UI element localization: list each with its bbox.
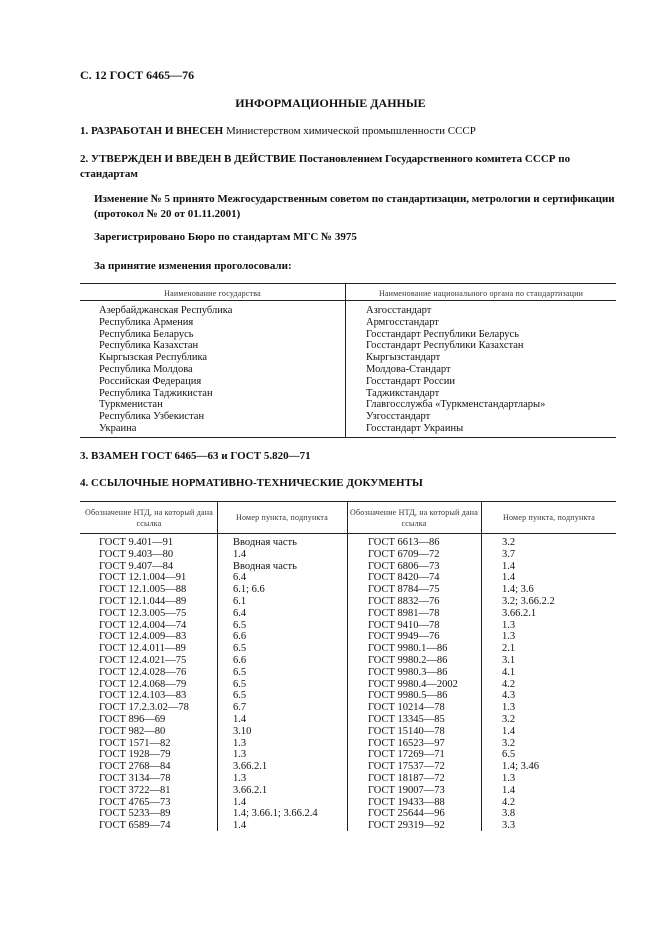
ref-clause-cell: 3.66.2.1 bbox=[233, 761, 268, 773]
vote-body-cell: Таджикстандарт bbox=[366, 387, 440, 399]
voted-note: За принятие изменения проголосовали: bbox=[94, 260, 292, 272]
ref-doc-cell: ГОСТ 12.4.103—83 bbox=[99, 690, 187, 702]
ref-clause-cell: 1.3 bbox=[502, 619, 516, 631]
ref-clause-cell: 1.4; 3.66.1; 3.66.2.4 bbox=[233, 808, 318, 820]
ref-clause-cell: 3.10 bbox=[233, 725, 252, 737]
item-developed bbox=[80, 124, 620, 139]
item-lead: УТВЕРЖДЕН И ВВЕДЕН В ДЕЙСТВИЕ bbox=[91, 153, 297, 165]
ref-clause-cell: 1.3 bbox=[502, 702, 516, 714]
vote-state-cell: Азербайджанская Республика bbox=[99, 305, 233, 316]
vote-body-cell: Молдова-Стандарт bbox=[366, 363, 451, 375]
ref-clause-cell: 6.1 bbox=[233, 595, 247, 607]
ref-doc-cell: ГОСТ 12.4.068—79 bbox=[99, 678, 187, 690]
ref-doc-cell: ГОСТ 9980.4—2002 bbox=[368, 678, 458, 690]
item-number: 4. bbox=[80, 477, 89, 489]
ref-docs-right-column bbox=[368, 537, 458, 832]
vote-state-cell: Украина bbox=[99, 422, 137, 434]
vote-body-cell: Армгосстандарт bbox=[366, 316, 439, 328]
ref-doc-cell: ГОСТ 6806—73 bbox=[368, 560, 440, 572]
ref-clause-cell: 1.3 bbox=[502, 631, 516, 643]
item-text: Постановлением Государственного комитета СССР по стандартам bbox=[80, 153, 571, 180]
vote-bodies-column bbox=[366, 305, 545, 435]
ref-clause-cell: 1.4 bbox=[233, 820, 247, 832]
ref-docs-left-column bbox=[99, 537, 189, 832]
ref-clause-cell: 4.2 bbox=[502, 678, 516, 690]
ref-clause-cell: 6.1; 6.6 bbox=[233, 584, 265, 596]
ref-clause-cell: Вводная часть bbox=[233, 560, 297, 572]
item-lead: ВЗАМЕН ГОСТ 6465—63 и ГОСТ 5.820—71 bbox=[91, 450, 311, 462]
ref-clause-cell: 6.4 bbox=[233, 607, 247, 619]
ref-clause-cell: 3.66.2.1 bbox=[233, 784, 268, 796]
page-title: ИНФОРМАЦИОННЫЕ ДАННЫЕ bbox=[235, 96, 426, 110]
vote-body-cell: Госстандарт России bbox=[366, 375, 455, 387]
ref-doc-cell: ГОСТ 9410—78 bbox=[368, 619, 440, 631]
vote-state-cell: Туркменистан bbox=[99, 399, 163, 411]
ref-doc-cell: ГОСТ 9.401—91 bbox=[99, 537, 174, 548]
registration-note: Зарегистрировано Бюро по стандартам МГС № 3975 bbox=[94, 231, 357, 243]
amendment-note: Изменение № 5 принято Межгосударственным советом по стандартизации, метрологии и сертификации (протокол № 20 от 01.11.2001) bbox=[94, 193, 615, 220]
ref-clause-cell: 6.4 bbox=[233, 572, 247, 584]
ref-clause-cell: 1.3 bbox=[233, 749, 247, 761]
table-divider bbox=[217, 501, 218, 831]
ref-clause-cell: 6.5 bbox=[233, 690, 247, 702]
vote-state-cell: Кыргызская Республика bbox=[99, 352, 208, 364]
vote-header-body: Наименование национального органа по стандартизации bbox=[378, 289, 584, 298]
ref-doc-cell: ГОСТ 16523—97 bbox=[368, 737, 445, 749]
ref-doc-cell: ГОСТ 17537—72 bbox=[368, 761, 445, 773]
ref-doc-cell: ГОСТ 12.1.044—89 bbox=[99, 595, 187, 607]
ref-clause-cell: 3.2; 3.66.2.2 bbox=[502, 595, 555, 607]
ref-doc-cell: ГОСТ 12.4.028—76 bbox=[99, 666, 187, 678]
item-number: 3. bbox=[80, 450, 89, 462]
ref-doc-cell: ГОСТ 8420—74 bbox=[368, 572, 440, 584]
table-rule-top bbox=[80, 283, 616, 284]
ref-header-clause-left: Номер пункта, подпункта bbox=[236, 513, 328, 522]
ref-clause-cell: 6.7 bbox=[233, 702, 247, 714]
ref-doc-cell: ГОСТ 9980.1—86 bbox=[368, 643, 448, 655]
ref-header-clause-right: Номер пункта, подпункта bbox=[503, 513, 595, 522]
ref-clause-cell: 1.4 bbox=[233, 548, 247, 560]
ref-doc-cell: ГОСТ 12.4.021—75 bbox=[99, 654, 187, 666]
table-divider bbox=[345, 283, 346, 437]
ref-clause-cell: 3.3 bbox=[502, 820, 516, 832]
ref-clause-cell: 6.5 bbox=[233, 666, 247, 678]
vote-state-cell: Республика Казахстан bbox=[99, 340, 199, 352]
ref-doc-cell: ГОСТ 4765—73 bbox=[99, 796, 171, 808]
ref-doc-cell: ГОСТ 1571—82 bbox=[99, 737, 171, 749]
item-text: Министерством химической промышленности СССР bbox=[225, 125, 476, 137]
ref-header-doc-right: Обозначение НТД, на который дана ссылка bbox=[350, 508, 478, 528]
ref-doc-cell: ГОСТ 8784—75 bbox=[368, 584, 440, 596]
ref-doc-cell: ГОСТ 12.3.005—75 bbox=[99, 607, 187, 619]
ref-doc-cell: ГОСТ 10214—78 bbox=[368, 702, 445, 714]
ref-header-doc-left: Обозначение НТД, на который дана ссылка bbox=[85, 508, 213, 528]
vote-state-cell: Республика Таджикистан bbox=[99, 387, 213, 399]
ref-clause-cell: 1.3 bbox=[502, 772, 516, 784]
ref-clause-cell: 6.6 bbox=[233, 631, 247, 643]
vote-body-cell: Госстандарт Украины bbox=[366, 422, 464, 434]
ref-clauses-left-column bbox=[233, 537, 318, 832]
ref-doc-cell: ГОСТ 982—80 bbox=[99, 725, 166, 737]
ref-clause-cell: 1.4; 3.46 bbox=[502, 761, 540, 773]
ref-clause-cell: 3.2 bbox=[502, 537, 516, 548]
ref-doc-cell: ГОСТ 12.1.004—91 bbox=[99, 572, 187, 584]
vote-header-state: Наименование государства bbox=[164, 289, 261, 298]
ref-clause-cell: 6.6 bbox=[233, 654, 247, 666]
ref-doc-cell: ГОСТ 13345—85 bbox=[368, 713, 445, 725]
ref-clause-cell: 1.4 bbox=[502, 572, 516, 584]
vote-body-cell: Кыргызстандарт bbox=[366, 352, 441, 364]
ref-doc-cell: ГОСТ 19433—88 bbox=[368, 796, 445, 808]
ref-clause-cell: 3.2 bbox=[502, 737, 516, 749]
vote-body-cell: Госстандарт Республики Беларусь bbox=[366, 328, 520, 340]
ref-clause-cell: 3.2 bbox=[502, 713, 516, 725]
ref-clause-cell: 1.3 bbox=[233, 737, 247, 749]
ref-doc-cell: ГОСТ 29319—92 bbox=[368, 820, 445, 832]
ref-doc-cell: ГОСТ 5233—89 bbox=[99, 808, 171, 820]
ref-doc-cell: ГОСТ 6709—72 bbox=[368, 548, 440, 560]
ref-clause-cell: 4.3 bbox=[502, 690, 516, 702]
table-rule-header bbox=[80, 300, 616, 301]
ref-doc-cell: ГОСТ 12.4.011—89 bbox=[99, 643, 186, 655]
vote-body-cell: Главгосслужба «Туркменстандартлары» bbox=[366, 399, 546, 411]
ref-clause-cell: 3.66.2.1 bbox=[502, 607, 537, 619]
item-lead: ССЫЛОЧНЫЕ НОРМАТИВНО-ТЕХНИЧЕСКИЕ ДОКУМЕНТЫ bbox=[91, 477, 423, 489]
ref-clause-cell: 2.1 bbox=[502, 643, 516, 655]
ref-doc-cell: ГОСТ 9949—76 bbox=[368, 631, 440, 643]
ref-doc-cell: ГОСТ 6613—86 bbox=[368, 537, 440, 548]
item-number: 1. bbox=[80, 125, 89, 137]
ref-doc-cell: ГОСТ 2768—84 bbox=[99, 761, 171, 773]
ref-doc-cell: ГОСТ 8832—76 bbox=[368, 595, 440, 607]
item-references bbox=[80, 476, 620, 491]
ref-doc-cell: ГОСТ 3722—81 bbox=[99, 784, 171, 796]
item-lead: РАЗРАБОТАН И ВНЕСЕН bbox=[91, 125, 224, 137]
vote-state-cell: Республика Молдова bbox=[99, 363, 193, 375]
ref-doc-cell: ГОСТ 15140—78 bbox=[368, 725, 445, 737]
table-divider bbox=[481, 501, 482, 831]
vote-state-cell: Российская Федерация bbox=[99, 375, 202, 387]
ref-clause-cell: 3.7 bbox=[502, 548, 516, 560]
item-replaces bbox=[80, 449, 620, 464]
ref-clause-cell: 4.2 bbox=[502, 796, 516, 808]
item-number: 2. bbox=[80, 153, 89, 165]
ref-doc-cell: ГОСТ 9980.2—86 bbox=[368, 654, 448, 666]
ref-clause-cell: 3.1 bbox=[502, 654, 516, 666]
ref-clause-cell: 6.5 bbox=[233, 619, 247, 631]
ref-clauses-right-column bbox=[502, 537, 555, 832]
ref-doc-cell: ГОСТ 12.1.005—88 bbox=[99, 584, 187, 596]
ref-clause-cell: 4.1 bbox=[502, 666, 516, 678]
ref-clause-cell: 3.8 bbox=[502, 808, 516, 820]
ref-doc-cell: ГОСТ 9980.5—86 bbox=[368, 690, 448, 702]
ref-doc-cell: ГОСТ 9.407—84 bbox=[99, 560, 174, 572]
table-divider bbox=[347, 501, 348, 831]
ref-clause-cell: 1.3 bbox=[233, 772, 247, 784]
ref-doc-cell: ГОСТ 9980.3—86 bbox=[368, 666, 448, 678]
ref-clause-cell: 1.4 bbox=[502, 784, 516, 796]
ref-doc-cell: ГОСТ 9.403—80 bbox=[99, 548, 174, 560]
table-rule-header bbox=[80, 533, 616, 534]
vote-body-cell: Госстандарт Республики Казахстан bbox=[366, 340, 524, 352]
ref-clause-cell: 6.5 bbox=[233, 678, 247, 690]
ref-doc-cell: ГОСТ 19007—73 bbox=[368, 784, 445, 796]
ref-clause-cell: 6.5 bbox=[502, 749, 516, 761]
ref-doc-cell: ГОСТ 8981—78 bbox=[368, 607, 440, 619]
ref-doc-cell: ГОСТ 18187—72 bbox=[368, 772, 445, 784]
ref-clause-cell: Вводная часть bbox=[233, 537, 297, 548]
vote-body-cell: Узгосстандарт bbox=[366, 411, 431, 423]
ref-doc-cell: ГОСТ 25644—96 bbox=[368, 808, 445, 820]
page-header: С. 12 ГОСТ 6465—76 bbox=[80, 68, 195, 82]
ref-clause-cell: 1.4 bbox=[502, 725, 516, 737]
table-rule-bottom bbox=[80, 437, 616, 438]
ref-clause-cell: 1.4 bbox=[233, 713, 247, 725]
ref-doc-cell: ГОСТ 1928—79 bbox=[99, 749, 171, 761]
vote-body-cell: Азгосстандарт bbox=[366, 305, 432, 316]
ref-doc-cell: ГОСТ 17269—71 bbox=[368, 749, 445, 761]
ref-doc-cell: ГОСТ 3134—78 bbox=[99, 772, 171, 784]
vote-state-cell: Республика Узбекистан bbox=[99, 411, 205, 423]
vote-states-column bbox=[99, 305, 232, 435]
ref-doc-cell: ГОСТ 12.4.004—74 bbox=[99, 619, 187, 631]
ref-doc-cell: ГОСТ 12.4.009—83 bbox=[99, 631, 187, 643]
ref-doc-cell: ГОСТ 17.2.3.02—78 bbox=[99, 702, 189, 714]
vote-state-cell: Республика Армения bbox=[99, 316, 194, 328]
ref-clause-cell: 1.4; 3.6 bbox=[502, 584, 534, 596]
ref-doc-cell: ГОСТ 6589—74 bbox=[99, 820, 171, 832]
ref-clause-cell: 1.4 bbox=[502, 560, 516, 572]
table-rule-top bbox=[80, 501, 616, 502]
ref-clause-cell: 1.4 bbox=[233, 796, 247, 808]
item-approved bbox=[80, 152, 620, 182]
ref-doc-cell: ГОСТ 896—69 bbox=[99, 713, 166, 725]
vote-state-cell: Республика Беларусь bbox=[99, 328, 194, 340]
ref-clause-cell: 6.5 bbox=[233, 643, 247, 655]
